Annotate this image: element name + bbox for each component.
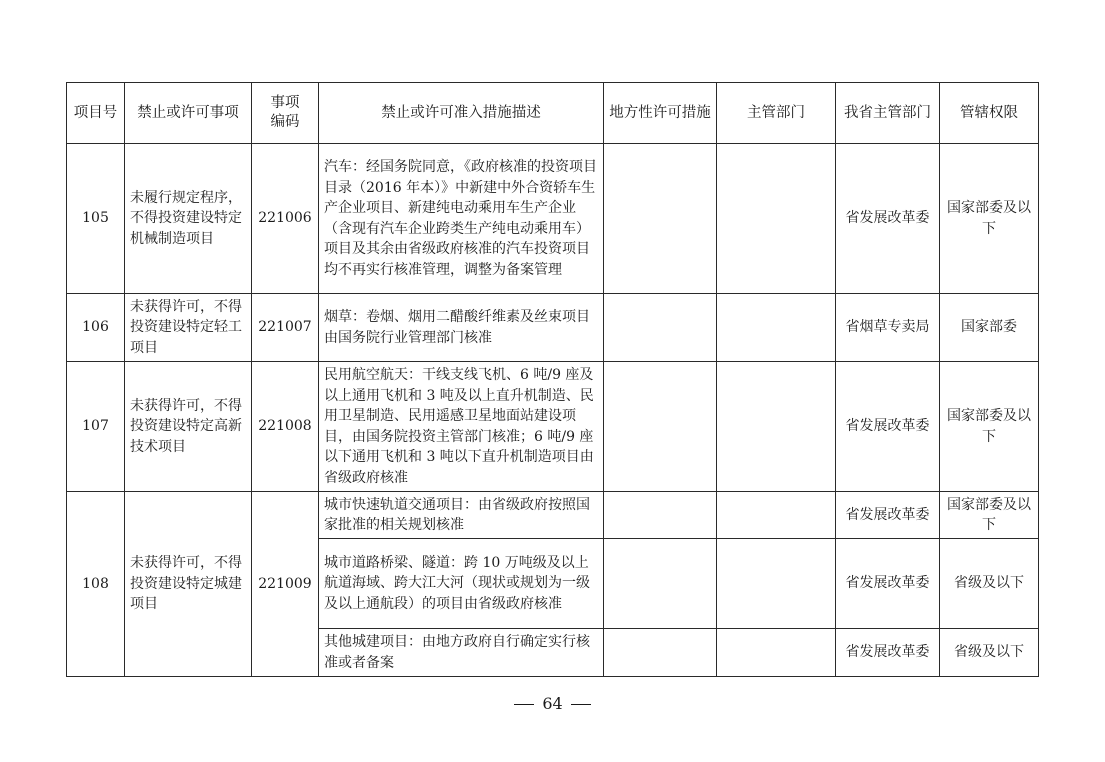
local-measure bbox=[604, 629, 717, 677]
authority: 国家部委 bbox=[940, 294, 1039, 362]
item-description: 未履行规定程序，不得投资建设特定机械制造项目 bbox=[125, 144, 252, 294]
dash-left bbox=[514, 704, 534, 705]
header-project-no: 项目号 bbox=[67, 83, 125, 144]
item-code: 221009 bbox=[252, 492, 319, 677]
measure-description: 其他城建项目：由地方政府自行确定实行核准或者备案 bbox=[319, 629, 604, 677]
measure-description: 民用航空航天：干线支线飞机、6 吨/9 座及以上通用飞机和 3 吨及以上直升机制造、民用卫星制造、民用遥感卫星地面站建设项目，由国务院投资主管部门核准；6 吨/9 座以下通用飞机和 3 吨以下直升机制造项目由省级政府核准 bbox=[319, 362, 604, 492]
header-local-measure: 地方性许可措施 bbox=[604, 83, 717, 144]
header-authority: 管辖权限 bbox=[940, 83, 1039, 144]
local-measure bbox=[604, 144, 717, 294]
authority: 省级及以下 bbox=[940, 629, 1039, 677]
measure-description: 城市道路桥梁、隧道：跨 10 万吨级及以上航道海域、跨大江大河（现状或规划为一级及以上通航段）的项目由省级政府核准 bbox=[319, 539, 604, 629]
measure-description: 烟草：卷烟、烟用二醋酸纤维素及丝束项目由国务院行业管理部门核准 bbox=[319, 294, 604, 362]
permit-table bbox=[66, 82, 1039, 677]
item-description: 未获得许可，不得投资建设特定高新技术项目 bbox=[125, 362, 252, 492]
local-measure bbox=[604, 539, 717, 629]
header-department: 主管部门 bbox=[717, 83, 836, 144]
project-no: 106 bbox=[67, 294, 125, 362]
item-code: 221008 bbox=[252, 362, 319, 492]
local-measure bbox=[604, 362, 717, 492]
provincial-department: 省发展改革委 bbox=[836, 144, 940, 294]
project-no: 107 bbox=[67, 362, 125, 492]
page-number-value: 64 bbox=[542, 694, 563, 713]
authority: 国家部委及以下 bbox=[940, 362, 1039, 492]
department bbox=[717, 144, 836, 294]
project-no: 105 bbox=[67, 144, 125, 294]
department bbox=[717, 362, 836, 492]
provincial-department: 省发展改革委 bbox=[836, 629, 940, 677]
table-row bbox=[67, 144, 1039, 294]
item-description: 未获得许可，不得投资建设特定城建项目 bbox=[125, 492, 252, 677]
header-provincial-department: 我省主管部门 bbox=[836, 83, 940, 144]
provincial-department: 省烟草专卖局 bbox=[836, 294, 940, 362]
dash-right bbox=[571, 704, 591, 705]
measure-description: 汽车：经国务院同意，《政府核准的投资项目目录（2016 年本）》中新建中外合资轿车生产企业项目、新建纯电动乘用车生产企业（含现有汽车企业跨类生产纯电动乘用车）项目及其余由省级政府核准的汽车投资项目均不再实行核准管理，调整为备案管理 bbox=[319, 144, 604, 294]
item-description: 未获得许可，不得投资建设特定轻工项目 bbox=[125, 294, 252, 362]
header-item: 禁止或许可事项 bbox=[125, 83, 252, 144]
department bbox=[717, 629, 836, 677]
item-code: 221006 bbox=[252, 144, 319, 294]
header-code: 事项编码 bbox=[252, 83, 319, 144]
department bbox=[717, 294, 836, 362]
table-row bbox=[67, 492, 1039, 539]
page-number bbox=[0, 694, 1105, 713]
item-code: 221007 bbox=[252, 294, 319, 362]
authority: 省级及以下 bbox=[940, 539, 1039, 629]
provincial-department: 省发展改革委 bbox=[836, 362, 940, 492]
project-no: 108 bbox=[67, 492, 125, 677]
table-row bbox=[67, 362, 1039, 492]
header-row bbox=[67, 83, 1039, 144]
authority: 国家部委及以下 bbox=[940, 144, 1039, 294]
provincial-department: 省发展改革委 bbox=[836, 539, 940, 629]
measure-description: 城市快速轨道交通项目：由省级政府按照国家批准的相关规划核准 bbox=[319, 492, 604, 539]
table-row bbox=[67, 294, 1039, 362]
department bbox=[717, 539, 836, 629]
provincial-department: 省发展改革委 bbox=[836, 492, 940, 539]
header-description: 禁止或许可准入措施描述 bbox=[319, 83, 604, 144]
local-measure bbox=[604, 294, 717, 362]
department bbox=[717, 492, 836, 539]
authority: 国家部委及以下 bbox=[940, 492, 1039, 539]
local-measure bbox=[604, 492, 717, 539]
